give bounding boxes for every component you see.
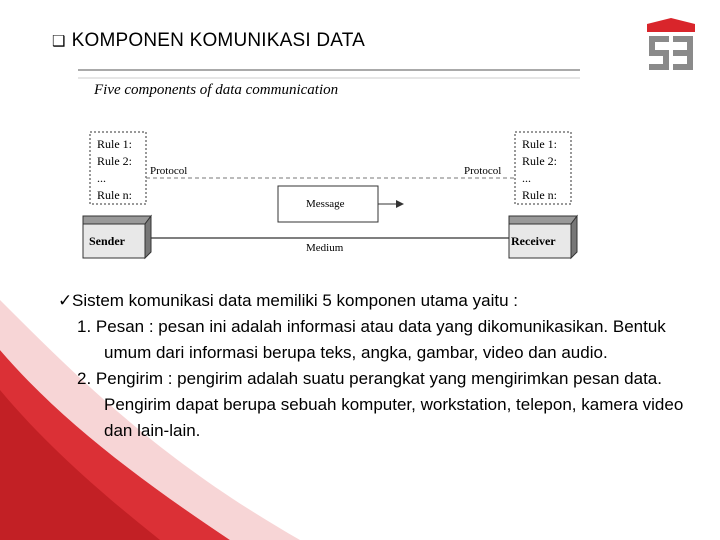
list-item-number: 2. xyxy=(77,369,92,388)
checkbox-bullet-icon: ❑ xyxy=(52,32,66,50)
receiver-rule-2: Rule 2: xyxy=(522,154,557,168)
list-item xyxy=(58,366,708,444)
intro-text: Sistem komunikasi data memiliki 5 komponen utama yaitu : xyxy=(72,291,518,310)
receiver-label: Receiver xyxy=(511,234,556,248)
receiver-rule-n: Rule n: xyxy=(522,188,557,202)
list-item-text: Pengirim : pengirim adalah suatu perangkat yang mengirimkan pesan data. Pengirim dapat berupa sebuah komputer, workstation, telepon, kamera video dan lain-lain. xyxy=(95,369,684,440)
protocol-left-label: Protocol xyxy=(150,165,188,177)
figure-caption: Five components of data communication xyxy=(94,82,339,98)
medium-label: Medium xyxy=(306,242,344,254)
sender-rule-ellipsis: ... xyxy=(97,171,106,185)
receiver-rule-ellipsis: ... xyxy=(522,171,531,185)
slide-body xyxy=(58,288,708,444)
ministry-logo-icon xyxy=(645,16,697,78)
list-item-text: Pesan : pesan ini adalah informasi atau data yang dikomunikasikan. Bentuk umum dari informasi berupa teks, angka, gambar, video dan audio. xyxy=(95,317,666,362)
checkmark-icon: ✓ xyxy=(58,291,73,310)
intro-line xyxy=(58,288,708,314)
list-item-number: 1. xyxy=(77,317,92,336)
protocol-right-label: Protocol xyxy=(464,165,502,177)
list-item xyxy=(58,314,708,366)
sender-label: Sender xyxy=(89,234,125,248)
receiver-rule-1: Rule 1: xyxy=(522,137,557,151)
sender-rule-n: Rule n: xyxy=(97,188,132,202)
slide-title-text: KOMPONEN KOMUNIKASI DATA xyxy=(71,30,366,51)
sender-rule-1: Rule 1: xyxy=(97,137,132,151)
slide-title xyxy=(52,30,365,52)
message-label: Message xyxy=(306,198,345,210)
sender-rule-2: Rule 2: xyxy=(97,154,132,168)
